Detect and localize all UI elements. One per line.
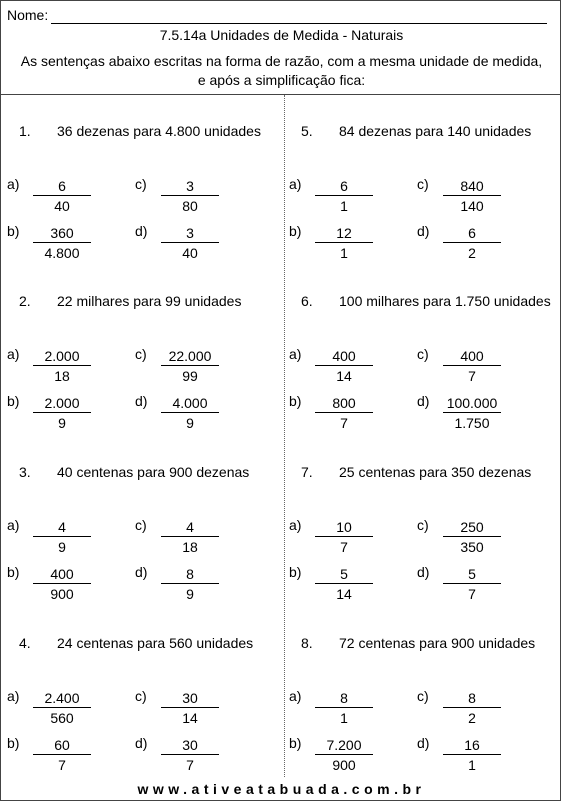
option-letter: b) (7, 223, 20, 239)
fraction-denominator: 1 (468, 757, 476, 773)
question-number: 6. (301, 293, 313, 309)
answer-option[interactable] (135, 564, 265, 608)
question-8 (289, 635, 563, 805)
fraction (443, 348, 501, 385)
option-letter: b) (289, 223, 302, 239)
fraction-numerator: 4 (33, 519, 91, 537)
option-letter: a) (7, 688, 20, 704)
option-letter: b) (7, 564, 20, 580)
question-number: 5. (301, 123, 313, 139)
answer-option[interactable] (289, 346, 419, 390)
question-3 (7, 464, 287, 634)
answer-option[interactable] (7, 346, 137, 390)
answer-option[interactable] (7, 688, 137, 732)
fraction (161, 519, 219, 556)
answer-option[interactable] (135, 176, 265, 220)
fraction-numerator: 3 (161, 225, 219, 243)
option-letter: a) (289, 517, 302, 533)
question-number: 2. (19, 293, 31, 309)
fraction-numerator: 4 (161, 519, 219, 537)
option-letter: d) (135, 735, 148, 751)
fraction-denominator: 9 (186, 586, 194, 602)
footer-url: www.ativeatabuada.com.br (137, 781, 426, 797)
fraction-numerator: 6 (315, 178, 373, 196)
fraction-numerator: 7.200 (315, 737, 373, 755)
instructions-line-1: As sentenças abaixo escritas na forma de razão, com a mesma unidade de medida, (20, 53, 543, 69)
answer-option[interactable] (7, 223, 137, 267)
answer-option[interactable] (135, 223, 265, 267)
fraction (161, 348, 219, 385)
fraction-denominator: 140 (460, 198, 484, 214)
question-number: 4. (19, 635, 31, 651)
answer-option[interactable] (417, 517, 547, 561)
fraction-numerator: 6 (33, 178, 91, 196)
fraction (315, 690, 373, 727)
fraction-denominator: 7 (468, 368, 476, 384)
fraction (443, 690, 501, 727)
question-text: 84 dezenas para 140 unidades (339, 123, 532, 139)
fraction (33, 566, 91, 603)
question-text: 36 dezenas para 4.800 unidades (57, 123, 261, 139)
question-4 (7, 635, 287, 805)
fraction-numerator: 8 (443, 690, 501, 708)
option-letter: a) (289, 346, 302, 362)
fraction-numerator: 30 (161, 737, 219, 755)
fraction-numerator: 5 (315, 566, 373, 584)
question-5 (289, 123, 563, 293)
fraction (161, 690, 219, 727)
fraction-numerator: 2.000 (33, 348, 91, 366)
fraction-numerator: 3 (161, 178, 219, 196)
fraction (33, 737, 91, 774)
option-letter: d) (417, 735, 430, 751)
answer-option[interactable] (135, 517, 265, 561)
answer-option[interactable] (289, 688, 419, 732)
fraction-denominator: 1 (340, 245, 348, 261)
fraction-numerator: 360 (33, 225, 91, 243)
fraction-numerator: 30 (161, 690, 219, 708)
fraction-denominator: 18 (54, 368, 70, 384)
option-letter: d) (417, 393, 430, 409)
fraction (315, 519, 373, 556)
fraction-denominator: 7 (58, 757, 66, 773)
question-6 (289, 293, 563, 463)
fraction (33, 395, 91, 432)
option-letter: d) (135, 393, 148, 409)
fraction (33, 519, 91, 556)
fraction-denominator: 2 (468, 710, 476, 726)
answer-option[interactable] (7, 735, 137, 779)
option-letter: c) (417, 688, 429, 704)
fraction-denominator: 7 (468, 586, 476, 602)
question-text: 72 centenas para 900 unidades (339, 635, 536, 651)
question-number: 8. (301, 635, 313, 651)
fraction-denominator: 900 (332, 757, 356, 773)
option-letter: c) (135, 346, 147, 362)
option-letter: a) (7, 346, 20, 362)
fraction-denominator: 2 (468, 245, 476, 261)
fraction-denominator: 40 (182, 245, 198, 261)
fraction-numerator: 400 (315, 348, 373, 366)
fraction (315, 395, 373, 432)
fraction-denominator: 9 (58, 415, 66, 431)
option-letter: c) (417, 346, 429, 362)
fraction-numerator: 8 (161, 566, 219, 584)
answer-option[interactable] (7, 517, 137, 561)
option-letter: c) (417, 517, 429, 533)
option-letter: a) (7, 517, 20, 533)
fraction-denominator: 7 (340, 539, 348, 555)
fraction-numerator: 400 (443, 348, 501, 366)
fraction (161, 566, 219, 603)
fraction (443, 737, 501, 774)
fraction-denominator: 1 (340, 198, 348, 214)
fraction-denominator: 7 (186, 757, 194, 773)
answer-option[interactable] (417, 223, 547, 267)
fraction-numerator: 100.000 (443, 395, 501, 413)
fraction (161, 737, 219, 774)
fraction-numerator: 2.400 (33, 690, 91, 708)
instructions-line-2: e após a simplificação fica: (197, 72, 366, 88)
answer-option[interactable] (7, 393, 137, 437)
option-letter: c) (417, 176, 429, 192)
option-letter: b) (289, 735, 302, 751)
fraction (315, 178, 373, 215)
fraction (443, 225, 501, 262)
fraction-numerator: 10 (315, 519, 373, 537)
fraction (33, 348, 91, 385)
name-row (7, 7, 547, 25)
answer-option[interactable] (289, 223, 419, 267)
answer-option[interactable] (417, 735, 547, 779)
fraction (315, 566, 373, 603)
answer-option[interactable] (135, 393, 265, 437)
fraction-numerator: 2.000 (33, 395, 91, 413)
fraction-numerator: 60 (33, 737, 91, 755)
question-number: 7. (301, 464, 313, 480)
answer-option[interactable] (417, 346, 547, 390)
option-letter: b) (7, 735, 20, 751)
option-letter: a) (289, 688, 302, 704)
fraction (161, 178, 219, 215)
option-letter: a) (289, 176, 302, 192)
answer-option[interactable] (289, 564, 419, 608)
option-letter: d) (417, 223, 430, 239)
answer-option[interactable] (135, 688, 265, 732)
answer-option[interactable] (289, 393, 419, 437)
question-text: 40 centenas para 900 dezenas (57, 464, 250, 480)
fraction-denominator: 14 (182, 710, 198, 726)
fraction (161, 225, 219, 262)
answer-option[interactable] (7, 176, 137, 220)
fraction-numerator: 16 (443, 737, 501, 755)
fraction-denominator: 560 (50, 710, 74, 726)
name-label: Nome: (7, 7, 49, 23)
fraction-denominator: 900 (50, 586, 74, 602)
question-text: 24 centenas para 560 unidades (57, 635, 254, 651)
fraction-denominator: 80 (182, 198, 198, 214)
fraction-numerator: 840 (443, 178, 501, 196)
fraction-denominator: 9 (58, 539, 66, 555)
fraction-numerator: 400 (33, 566, 91, 584)
header-divider (1, 94, 560, 95)
fraction-numerator: 4.000 (161, 395, 219, 413)
fraction (443, 519, 501, 556)
answer-option[interactable] (7, 564, 137, 608)
fraction-denominator: 14 (336, 368, 352, 384)
option-letter: c) (135, 688, 147, 704)
fraction-denominator: 7 (340, 415, 348, 431)
fraction-numerator: 250 (443, 519, 501, 537)
question-1 (7, 123, 287, 293)
fraction-numerator: 6 (443, 225, 501, 243)
fraction-numerator: 12 (315, 225, 373, 243)
fraction-denominator: 1 (340, 710, 348, 726)
answer-option[interactable] (289, 176, 419, 220)
answer-option[interactable] (135, 346, 265, 390)
fraction-denominator: 1.750 (454, 415, 490, 431)
option-letter: b) (289, 393, 302, 409)
answer-option[interactable] (417, 176, 547, 220)
fraction-denominator: 99 (182, 368, 198, 384)
fraction (315, 225, 373, 262)
answer-option[interactable] (417, 393, 547, 437)
question-number: 1. (19, 123, 31, 139)
answer-option[interactable] (417, 564, 547, 608)
fraction-denominator: 40 (54, 198, 70, 214)
fraction-denominator: 350 (460, 539, 484, 555)
question-number: 3. (19, 464, 31, 480)
question-2 (7, 293, 287, 463)
fraction (315, 737, 373, 774)
question-text: 100 milhares para 1.750 unidades (339, 293, 551, 309)
option-letter: b) (289, 564, 302, 580)
fraction-denominator: 18 (182, 539, 198, 555)
fraction-denominator: 14 (336, 586, 352, 602)
fraction-denominator: 9 (186, 415, 194, 431)
answer-option[interactable] (417, 688, 547, 732)
fraction (443, 395, 501, 432)
fraction (33, 178, 91, 215)
fraction (443, 566, 501, 603)
fraction (443, 178, 501, 215)
fraction-numerator: 800 (315, 395, 373, 413)
option-letter: b) (7, 393, 20, 409)
option-letter: a) (7, 176, 20, 192)
answer-option[interactable] (289, 735, 419, 779)
fraction-numerator: 8 (315, 690, 373, 708)
fraction-numerator: 5 (443, 566, 501, 584)
answer-option[interactable] (289, 517, 419, 561)
fraction (315, 348, 373, 385)
worksheet-title: 7.5.14a Unidades de Medida - Naturais (159, 27, 404, 43)
question-text: 22 milhares para 99 unidades (57, 293, 242, 309)
question-7 (289, 464, 563, 634)
fraction (33, 225, 91, 262)
option-letter: d) (417, 564, 430, 580)
option-letter: c) (135, 176, 147, 192)
fraction (161, 395, 219, 432)
question-text: 25 centenas para 350 dezenas (339, 464, 532, 480)
name-blank-line (51, 23, 547, 24)
fraction-numerator: 22.000 (161, 348, 219, 366)
option-letter: c) (135, 517, 147, 533)
answer-option[interactable] (135, 735, 265, 779)
fraction-denominator: 4.800 (44, 245, 80, 261)
fraction (33, 690, 91, 727)
option-letter: d) (135, 564, 148, 580)
option-letter: d) (135, 223, 148, 239)
